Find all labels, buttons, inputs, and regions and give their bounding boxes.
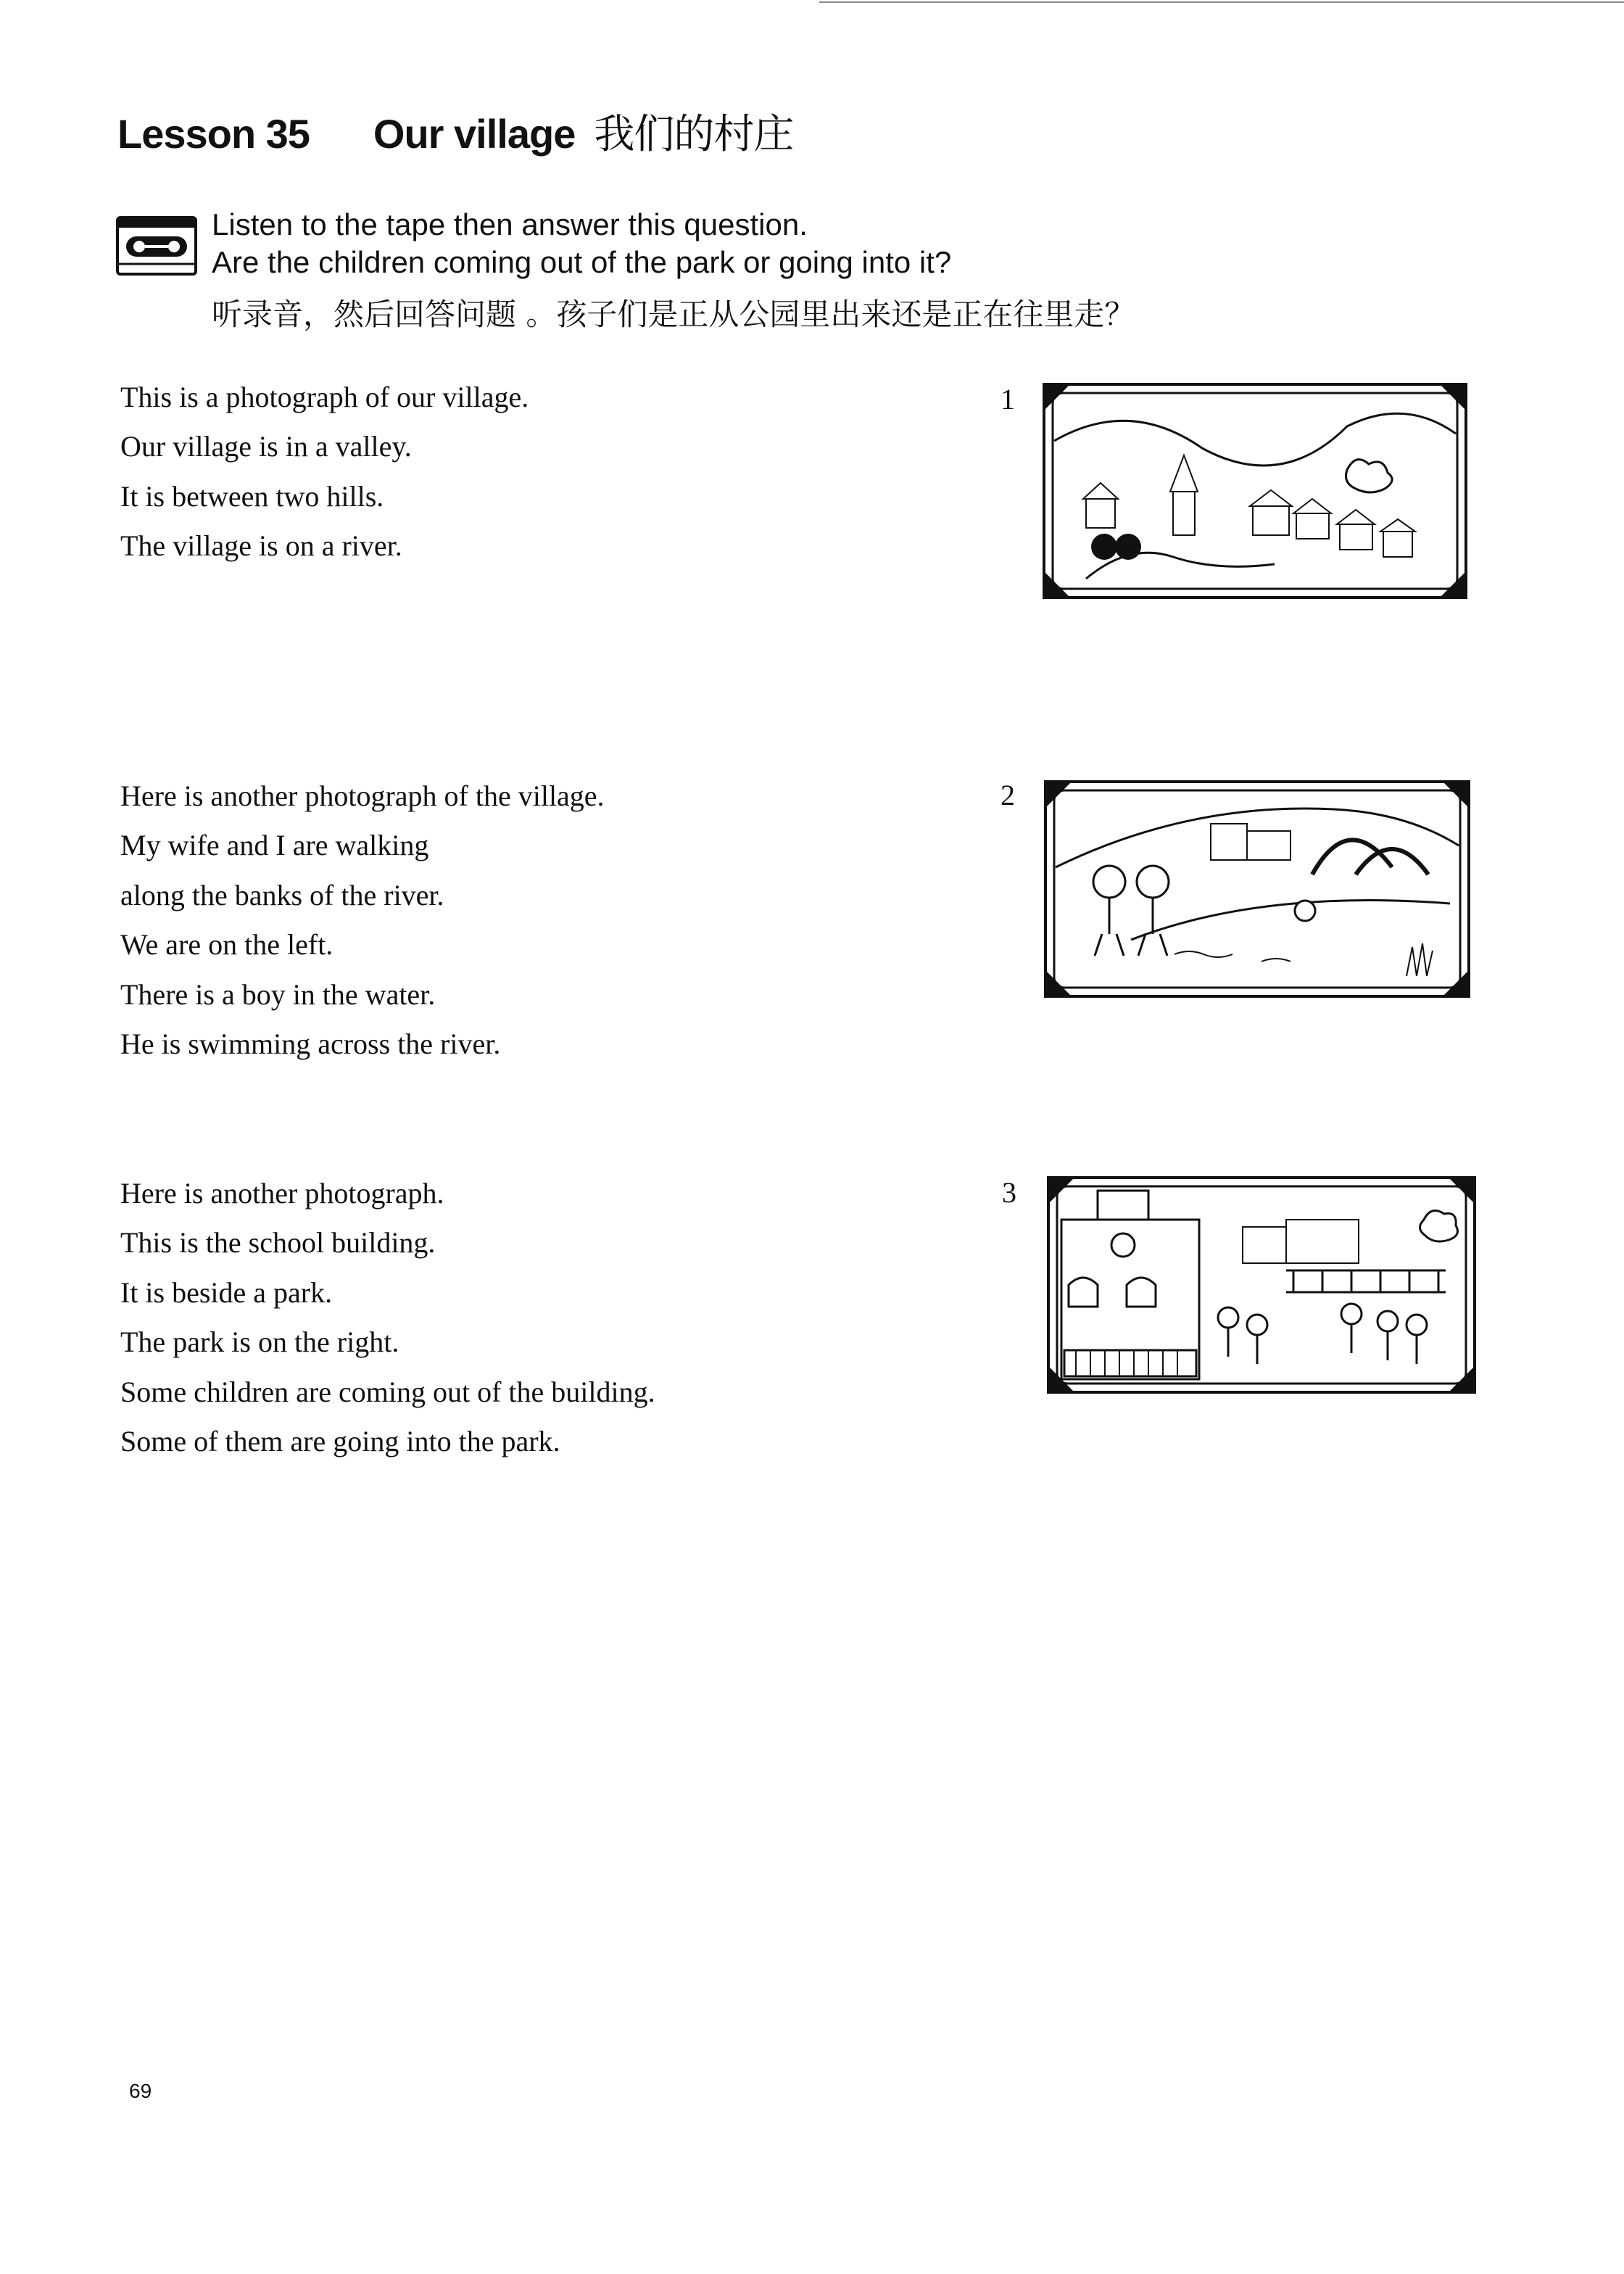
lesson-title-english: Our village	[373, 111, 576, 157]
page-number: 69	[129, 2080, 152, 2102]
school-and-park-illustration	[1047, 1176, 1476, 1394]
passage-line: along the banks of the river.	[120, 878, 444, 911]
passage-line: My wife and I are walking	[120, 829, 429, 862]
picture-number-3: 3	[1002, 1176, 1016, 1209]
cassette-tape-icon	[116, 216, 197, 276]
top-rule	[819, 1, 1624, 3]
passage-line: It is beside a park.	[120, 1275, 333, 1309]
instruction-chinese: 听录音，然后回答问题 。孩子们是正从公园里出来还是正在往里走？	[212, 297, 1135, 332]
passage-line: This is a photograph of our village.	[120, 381, 529, 413]
passage-section-2	[120, 772, 918, 1069]
passage-line: Here is another photograph of the village.	[120, 780, 605, 812]
picture-number-1: 1	[1000, 383, 1015, 415]
passage-line: There is a boy in the water.	[120, 977, 436, 1011]
passage-line: Our village is in a valley.	[120, 430, 412, 463]
passage-line: This is the school building.	[120, 1226, 436, 1260]
passage-line: The village is on a river.	[120, 529, 402, 563]
instruction-line-1: Listen to the tape then answer this question.	[212, 207, 808, 241]
lesson-title	[117, 109, 793, 160]
lesson-title-chinese: 我们的村庄	[594, 111, 794, 158]
passage-line: Some of them are going into the park.	[120, 1425, 560, 1458]
passage-line: He is swimming across the river.	[120, 1028, 501, 1061]
passage-section-1	[120, 373, 918, 571]
instruction-line-2: Are the children coming out of the park or going into it?	[212, 245, 952, 279]
passage-line: The park is on the right.	[120, 1326, 399, 1359]
passage-line: We are on the left.	[120, 928, 334, 962]
passage-section-3	[120, 1169, 918, 1466]
passage-line: Some children are coming out of the building.	[120, 1375, 655, 1408]
riverbank-illustration	[1044, 780, 1470, 998]
village-valley-illustration	[1043, 383, 1467, 599]
passage-line: Here is another photograph.	[120, 1177, 444, 1210]
lesson-number: Lesson 35	[117, 111, 310, 157]
instructions	[212, 206, 1135, 336]
passage-line: It is between two hills.	[120, 479, 384, 513]
picture-number-2: 2	[1000, 779, 1015, 811]
